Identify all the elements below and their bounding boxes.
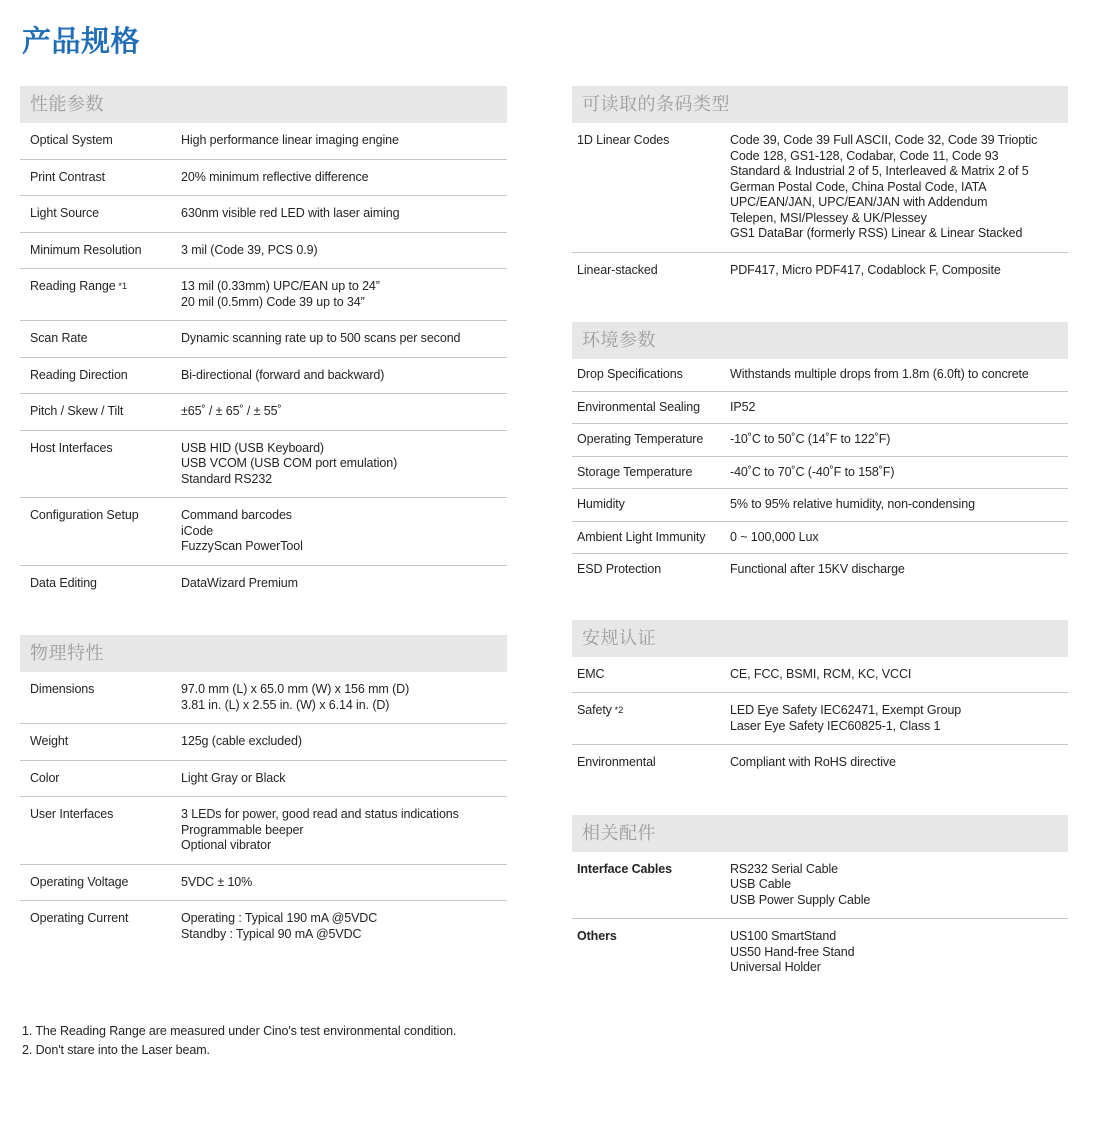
spec-value-line: US100 SmartStand [730,929,837,943]
right-column [572,86,1068,986]
section-header: 可读取的条码类型 [572,86,1068,123]
spec-label: Linear-stacked [577,262,658,277]
spec-value [181,911,507,942]
footnote-marker: *2 [611,705,624,716]
spec-row [572,693,1068,745]
spec-row [572,359,1068,392]
spec-value-line: ±65˚ / ± 65˚ / ± 55˚ [181,404,282,418]
spec-value-line: Laser Eye Safety IEC60825-1, Class 1 [730,718,941,733]
spec-row [20,394,507,431]
spec-label: 1D Linear Codes [577,133,670,147]
spec-value [181,807,507,854]
spec-row [572,489,1068,522]
spec-value-line: CE, FCC, BSMI, RCM, KC, VCCI [730,666,912,681]
spec-value-line: LED Eye Safety IEC62471, Exempt Group [730,703,962,717]
spec-row [572,554,1068,586]
spec-label: Print Contrast [30,169,106,184]
spec-row [20,672,507,724]
spec-row [20,123,507,160]
section-header: 环境参数 [572,322,1068,359]
spec-value-line: Withstands multiple drops from 1.8m (6.0ft) to concrete [730,367,1029,381]
footnote: 1. The Reading Range are measured under Cino's test environmental condition. [22,1024,457,1038]
spec-value-line: DataWizard Premium [181,575,298,590]
spec-value [181,734,507,750]
spec-row [20,431,507,499]
spec-row [20,498,507,566]
spec-row [572,745,1068,781]
spec-value [730,263,1068,279]
spec-value-line: US50 Hand-free Stand [730,944,855,959]
spec-value-line: Standby : Typical 90 mA @5VDC [181,926,362,941]
spec-row [20,901,507,952]
spec-value-line: GS1 DataBar (formerly RSS) Linear & Linear Stacked [730,226,1023,240]
spec-row [572,522,1068,555]
spec-value [181,368,507,384]
spec-row [20,865,507,902]
left-column [20,86,507,1059]
spec-label: Dimensions [30,682,95,696]
spec-value-line: -10˚C to 50˚C (14˚F to 122˚F) [730,432,891,446]
spec-label: Drop Specifications [577,367,683,381]
spec-label: Host Interfaces [30,440,113,455]
spec-row [20,724,507,761]
spec-row [572,424,1068,457]
spec-label: Reading Direction [30,367,128,382]
spec-label: Interface Cables [577,861,672,876]
spec-value-line: Optional vibrator [181,838,272,852]
spec-label: Optical System [30,133,113,147]
spec-label: Operating Current [30,911,129,925]
spec-row [572,253,1068,289]
spec-value [730,497,1068,513]
spec-label: Operating Temperature [577,432,704,446]
spec-value-line: USB VCOM (USB COM port emulation) [181,456,398,470]
spec-row [20,761,507,798]
page-title: 产品规格 [22,26,141,58]
spec-value [730,432,1068,448]
spec-value [181,279,507,310]
spec-value-line: 3.81 in. (L) x 2.55 in. (W) x 6.14 in. (D) [181,697,390,712]
spec-label: Others [577,929,617,943]
spec-label: Reading Range *1 [30,279,128,293]
spec-row [20,797,507,865]
spec-value [181,170,507,186]
spec-label: Safety *2 [577,703,624,717]
spec-value [181,576,507,592]
spec-value-line: German Postal Code, China Postal Code, IATA [730,179,987,194]
spec-label: Pitch / Skew / Tilt [30,404,124,418]
spec-label: Storage Temperature [577,464,693,479]
section-header: 相关配件 [572,815,1068,852]
spec-value [730,530,1068,546]
spec-value-line: 97.0 mm (L) x 65.0 mm (W) x 156 mm (D) [181,682,410,696]
spec-label: EMC [577,666,605,681]
spec-row [572,919,1068,986]
section-header: 安规认证 [572,620,1068,657]
spec-row [572,852,1068,920]
spec-section [572,86,1068,288]
spec-value [730,862,1068,909]
spec-label: Environmental [577,755,656,769]
spec-row [572,123,1068,253]
spec-label: Humidity [577,497,625,511]
spec-label: Light Source [30,206,99,220]
spec-value-line: Code 39, Code 39 Full ASCII, Code 32, Code 39 Trioptic [730,133,1038,147]
spec-value-line: RS232 Serial Cable [730,861,838,876]
spec-value-line: USB HID (USB Keyboard) [181,440,324,455]
footnotes [20,1022,507,1059]
spec-value-line: iCode [181,523,214,538]
spec-value-line: 3 mil (Code 39, PCS 0.9) [181,242,318,257]
spec-value-line: Code 128, GS1-128, Codabar, Code 11, Code 93 [730,148,999,163]
spec-value [181,206,507,222]
spec-value-line: 20 mil (0.5mm) Code 39 up to 34” [181,294,365,309]
spec-value-line: Command barcodes [181,508,292,522]
spec-value-line: 630nm visible red LED with laser aiming [181,206,400,220]
section-header: 物理特性 [20,635,507,672]
spec-label: Data Editing [30,575,97,590]
spec-label: ESD Protection [577,562,662,576]
spec-value-line: High performance linear imaging engine [181,133,399,147]
spec-value-line: 5VDC ± 10% [181,874,253,889]
spec-label: Configuration Setup [30,508,139,522]
spec-row [572,457,1068,490]
spec-value [730,703,1068,734]
spec-value [181,404,507,420]
spec-section [572,815,1068,986]
spec-value [181,508,507,555]
section-header: 性能参数 [20,86,507,123]
spec-value-line: Standard RS232 [181,471,273,486]
spec-value [730,667,1068,683]
spec-value-line: FuzzyScan PowerTool [181,539,303,553]
spec-value [730,929,1068,976]
spec-value-line: PDF417, Micro PDF417, Codablock F, Composite [730,262,1001,277]
spec-label: Weight [30,734,69,748]
spec-value [181,875,507,891]
spec-value [730,755,1068,771]
spec-value-line: USB Cable [730,877,791,891]
spec-value-line: 0 ~ 100,000 Lux [730,529,819,544]
spec-columns [20,86,1098,1059]
spec-section [572,322,1068,586]
spec-value-line: Telepen, MSI/Plessey & UK/Plessey [730,210,927,225]
spec-row [572,392,1068,425]
spec-section [20,86,507,601]
spec-value-line: 125g (cable excluded) [181,734,302,748]
spec-value [730,400,1068,416]
spec-value [181,441,507,488]
spec-value-line: 5% to 95% relative humidity, non-condensing [730,497,975,511]
spec-value-line: 13 mil (0.33mm) UPC/EAN up to 24” [181,279,380,293]
spec-value-line: USB Power Supply Cable [730,892,871,907]
spec-section [20,635,507,952]
spec-value-line: Compliant with RoHS directive [730,755,896,769]
spec-value-line: UPC/EAN/JAN, UPC/EAN/JAN with Addendum [730,195,988,209]
spec-row [572,657,1068,694]
spec-value-line: -40˚C to 70˚C (-40˚F to 158˚F) [730,464,895,479]
spec-row [20,233,507,270]
spec-value [730,133,1068,242]
spec-value [181,243,507,259]
spec-row [20,160,507,197]
spec-value [181,133,507,149]
spec-row [20,321,507,358]
footnote: 2. Don't stare into the Laser beam. [22,1042,210,1057]
spec-value [181,771,507,787]
spec-label: Color [30,770,60,785]
spec-value-line: Functional after 15KV discharge [730,562,905,576]
spec-value-line: Universal Holder [730,960,821,974]
spec-value-line: Bi-directional (forward and backward) [181,367,385,382]
spec-value-line: 3 LEDs for power, good read and status indications [181,807,459,821]
spec-label: User Interfaces [30,807,114,821]
spec-value-line: IP52 [730,399,756,414]
spec-label: Environmental Sealing [577,399,700,414]
spec-value [730,465,1068,481]
spec-value-line: Standard & Industrial 2 of 5, Interleaved & Matrix 2 of 5 [730,164,1029,178]
spec-value-line: 20% minimum reflective difference [181,169,369,184]
spec-value [730,562,1068,578]
footnote-marker: *1 [115,281,128,292]
spec-value-line: Programmable beeper [181,822,304,837]
spec-value-line: Operating : Typical 190 mA @5VDC [181,911,378,925]
spec-label: Minimum Resolution [30,242,142,257]
spec-label: Operating Voltage [30,874,129,889]
spec-row [20,566,507,602]
spec-row [20,196,507,233]
spec-value [730,367,1068,383]
spec-row [20,269,507,321]
spec-value-line: Light Gray or Black [181,770,286,785]
spec-row [20,358,507,395]
spec-label: Scan Rate [30,331,88,345]
spec-value [181,682,507,713]
spec-label: Ambient Light Immunity [577,529,706,544]
spec-value [181,331,507,347]
spec-section [572,620,1068,781]
spec-value-line: Dynamic scanning rate up to 500 scans per second [181,331,461,345]
